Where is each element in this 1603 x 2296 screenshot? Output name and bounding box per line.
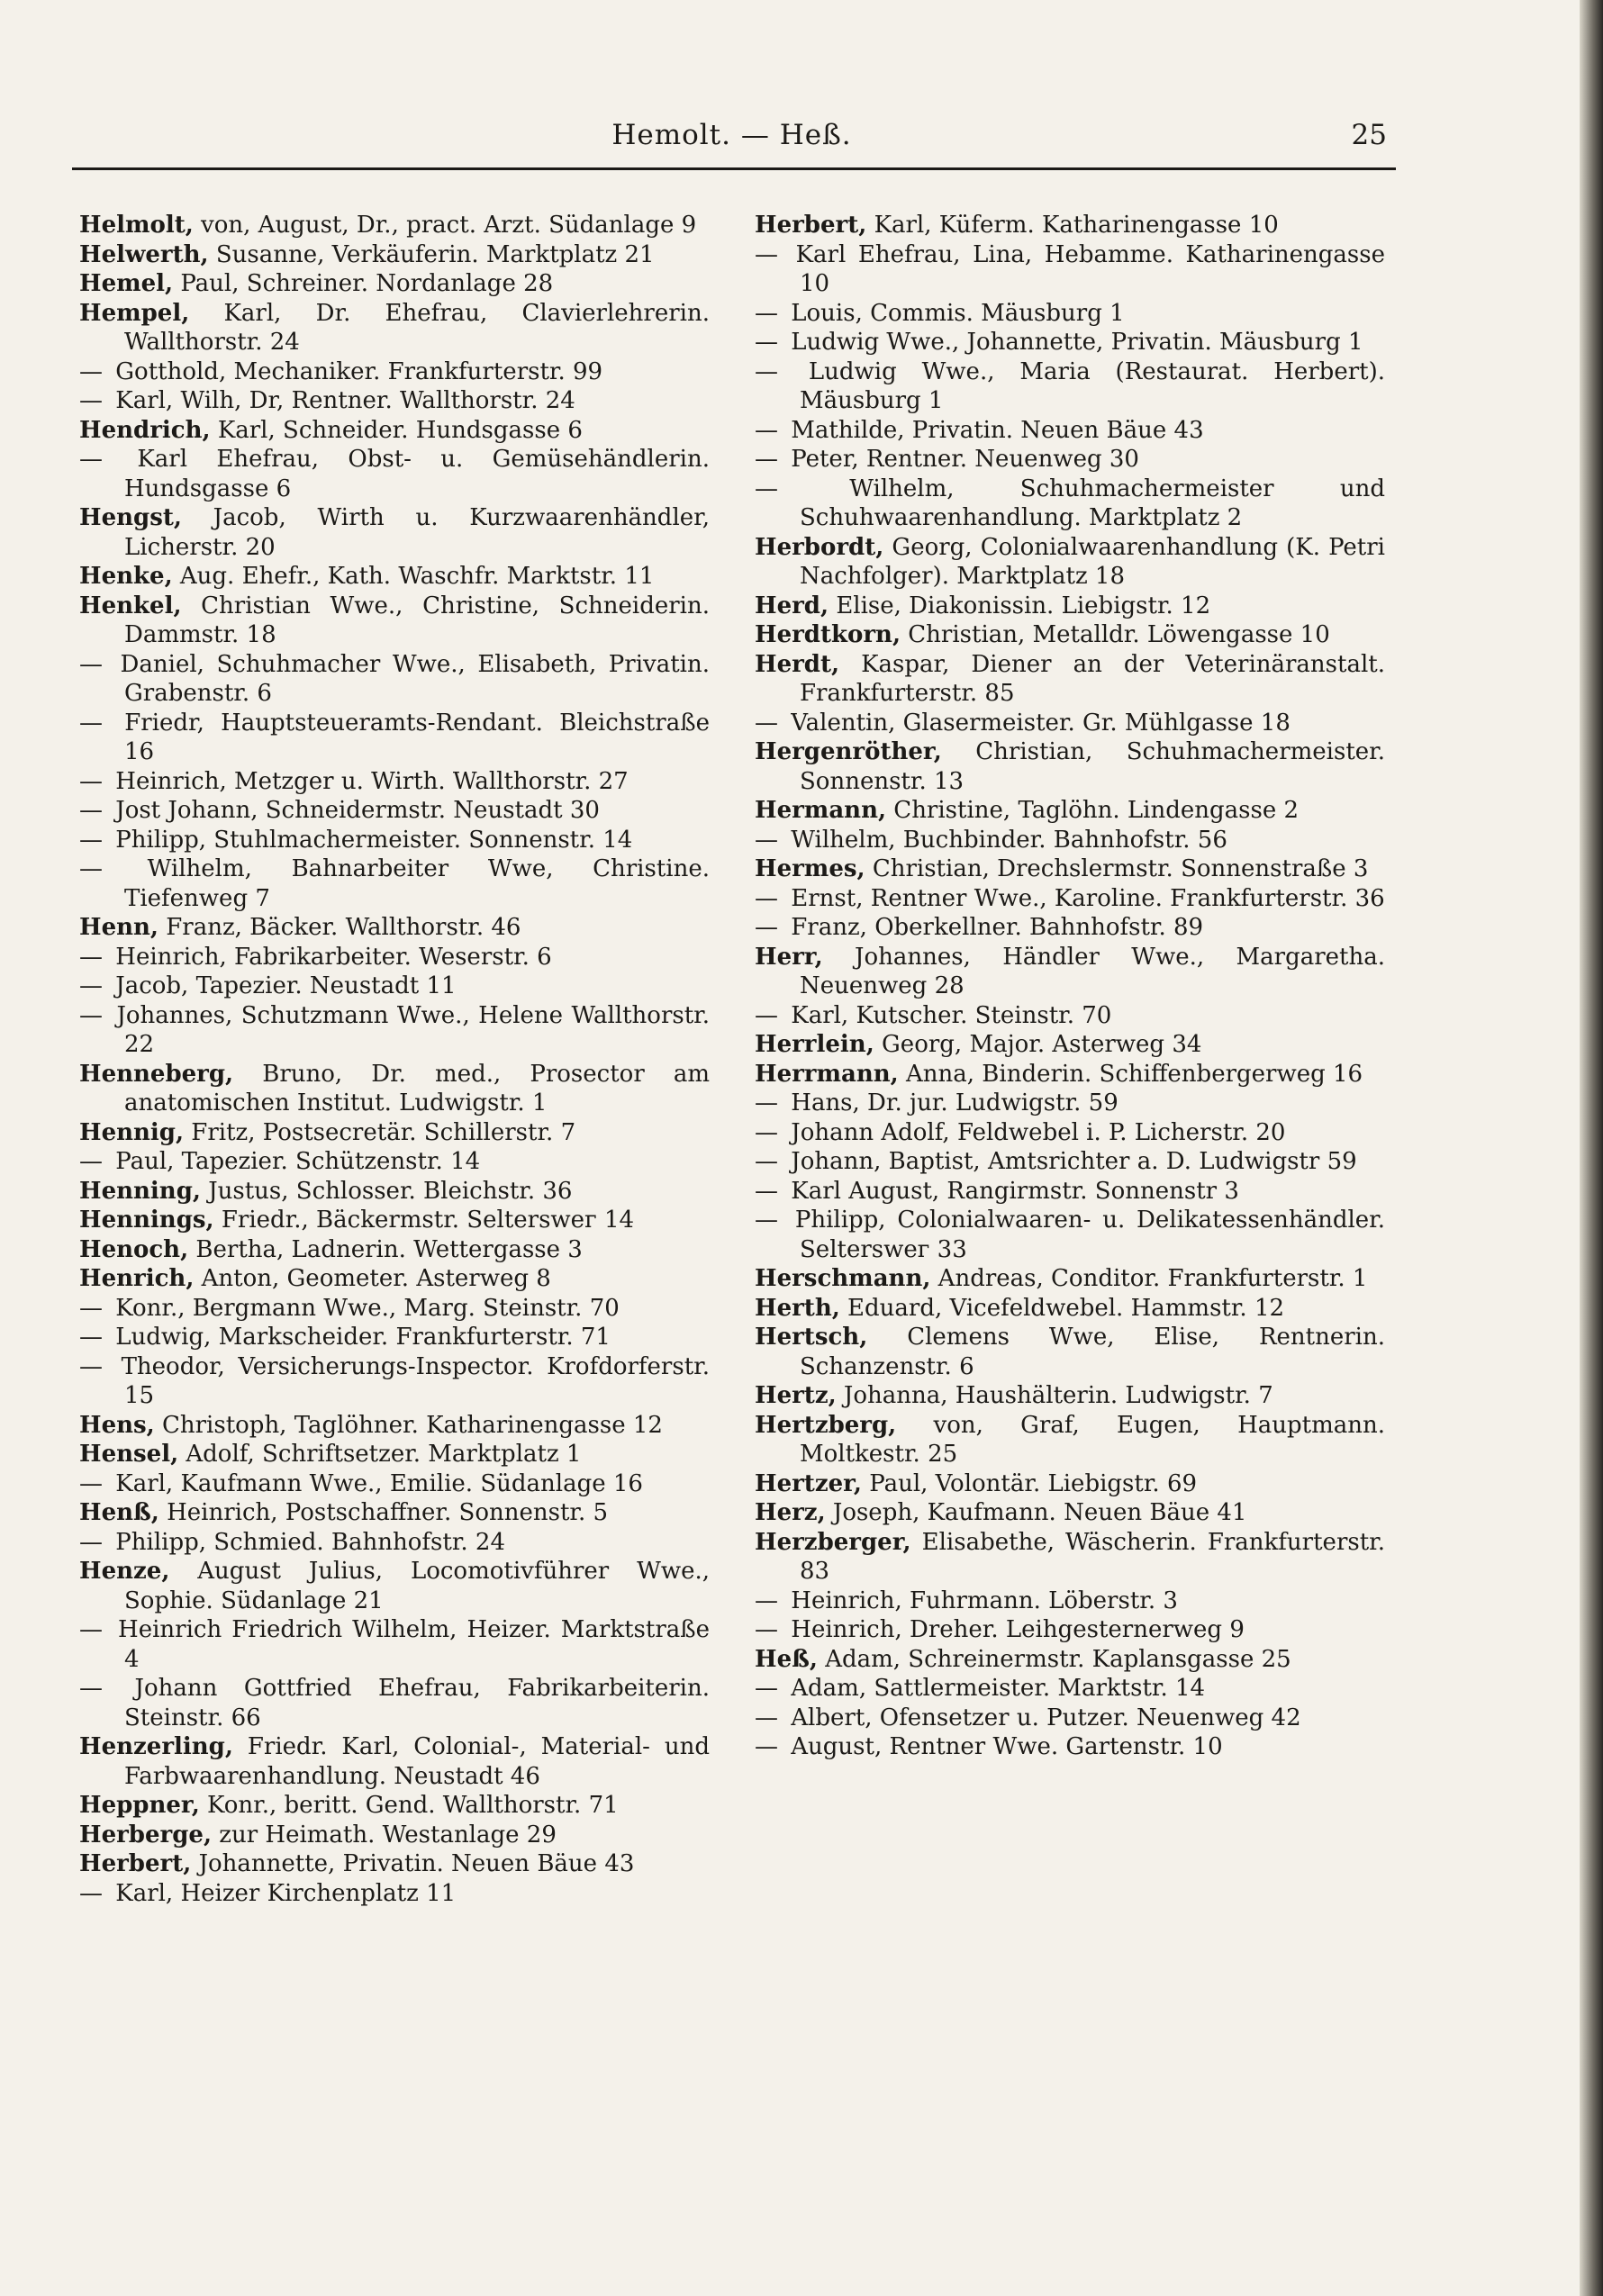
ditto-dash: — bbox=[755, 709, 778, 737]
ditto-dash: — bbox=[79, 1528, 103, 1556]
directory-entry bbox=[755, 737, 1385, 796]
entry-details: Christian, Drechslermstr. Sonnenstraße 3 bbox=[872, 855, 1369, 882]
entry-details: von, August, Dr., pract. Arzt. Südanlage 9 bbox=[201, 212, 697, 239]
directory-entry bbox=[755, 1060, 1385, 1089]
directory-entry bbox=[79, 357, 710, 387]
directory-entry bbox=[79, 445, 710, 503]
entry-details: Christian Wwe., Christine, Schneiderin. Dammstr. 18 bbox=[124, 592, 710, 648]
entry-details: Karl, Wilh, Dr, Rentner. Wallthorstr. 24 bbox=[115, 387, 575, 414]
entry-surname: Helwerth, bbox=[79, 240, 209, 268]
directory-entry bbox=[755, 445, 1385, 475]
directory-entry bbox=[79, 972, 710, 1001]
ditto-dash: — bbox=[755, 299, 778, 327]
entry-surname: Henning, bbox=[79, 1177, 201, 1205]
directory-entry bbox=[79, 1001, 710, 1060]
entry-details: Hans, Dr. jur. Ludwigstr. 59 bbox=[791, 1089, 1118, 1116]
entry-surname: Hermann, bbox=[755, 797, 887, 824]
page-number: 25 bbox=[1351, 119, 1387, 151]
entry-surname: Henke, bbox=[79, 563, 173, 590]
ditto-dash: — bbox=[79, 387, 103, 414]
ditto-dash: — bbox=[755, 1148, 778, 1175]
ditto-dash: — bbox=[755, 884, 778, 912]
entry-details: Wilhelm, Schuhmachermeister und Schuhwaarenhandlung. Marktplatz 2 bbox=[800, 475, 1385, 531]
directory-entry bbox=[79, 503, 710, 562]
directory-entry bbox=[79, 1264, 710, 1294]
entry-details: Karl, Kaufmann Wwe., Emilie. Südanlage 16 bbox=[115, 1469, 643, 1497]
directory-entry bbox=[755, 475, 1385, 533]
entry-details: Valentin, Glasermeister. Gr. Mühlgasse 18 bbox=[791, 709, 1291, 737]
entry-details: Karl, Schneider. Hundsgasse 6 bbox=[217, 416, 583, 444]
entry-surname: Herrlein, bbox=[755, 1031, 874, 1058]
entry-surname: Helmolt, bbox=[79, 212, 194, 239]
entry-details: Philipp, Schmied. Bahnhofstr. 24 bbox=[115, 1528, 506, 1556]
directory-entry bbox=[755, 1411, 1385, 1469]
entry-details: August Julius, Locomotivführer Wwe., Sophie. Südanlage 21 bbox=[124, 1558, 710, 1614]
entry-details: Heinrich, Postschaffner. Sonnenstr. 5 bbox=[167, 1499, 609, 1526]
entry-details: Anna, Binderin. Schiffenbergerweg 16 bbox=[906, 1060, 1363, 1088]
directory-entry bbox=[79, 1323, 710, 1352]
entry-details: Christine, Taglöhn. Lindengasse 2 bbox=[893, 797, 1300, 824]
directory-entry bbox=[79, 416, 710, 446]
entry-surname: Henrich, bbox=[79, 1265, 195, 1292]
ditto-dash: — bbox=[755, 240, 778, 268]
directory-entry bbox=[79, 211, 710, 240]
directory-entry bbox=[79, 269, 710, 299]
ditto-dash: — bbox=[79, 1294, 103, 1322]
entry-surname: Herbert, bbox=[79, 1850, 192, 1877]
entry-details: Georg, Colonialwaarenhandlung (K. Petri Nachfolger). Marktplatz 18 bbox=[800, 533, 1385, 590]
directory-entry bbox=[755, 240, 1385, 299]
directory-entry bbox=[755, 1206, 1385, 1264]
entry-details: Paul, Tapezier. Schützenstr. 14 bbox=[115, 1148, 481, 1175]
entry-surname: Henß, bbox=[79, 1499, 159, 1526]
entry-surname: Hertzberg, bbox=[755, 1411, 897, 1439]
ditto-dash: — bbox=[79, 855, 103, 882]
entry-details: Adam, Schreinermstr. Kaplansgasse 25 bbox=[825, 1645, 1291, 1673]
entry-surname: Heß, bbox=[755, 1645, 818, 1673]
directory-entry bbox=[755, 1294, 1385, 1324]
entry-details: Heinrich, Dreher. Leihgesternerweg 9 bbox=[791, 1616, 1245, 1643]
directory-entry bbox=[755, 826, 1385, 855]
entry-details: Ernst, Rentner Wwe., Karoline. Frankfurterstr. 36 bbox=[791, 884, 1385, 912]
entry-details: zur Heimath. Westanlage 29 bbox=[219, 1821, 557, 1849]
directory-entry bbox=[755, 1118, 1385, 1148]
directory-entry bbox=[79, 1352, 710, 1411]
directory-entry bbox=[79, 592, 710, 650]
entry-surname: Hergenröther, bbox=[755, 738, 942, 765]
directory-entry bbox=[79, 796, 710, 826]
entry-details: Jost Johann, Schneidermstr. Neustadt 30 bbox=[115, 797, 600, 824]
entry-surname: Hertz, bbox=[755, 1382, 837, 1409]
ditto-dash: — bbox=[79, 357, 103, 385]
entry-surname: Herbordt, bbox=[755, 533, 884, 561]
directory-entry bbox=[755, 709, 1385, 738]
ditto-dash: — bbox=[79, 797, 103, 824]
ditto-dash: — bbox=[755, 446, 778, 473]
entry-details: Johanna, Haushälterin. Ludwigstr. 7 bbox=[843, 1382, 1273, 1409]
entry-surname: Hens, bbox=[79, 1411, 155, 1439]
ditto-dash: — bbox=[755, 416, 778, 444]
directory-entry bbox=[79, 709, 710, 767]
ditto-dash: — bbox=[79, 1675, 103, 1702]
entry-details: Heinrich, Metzger u. Wirth. Wallthorstr. 27 bbox=[115, 767, 629, 795]
directory-entry bbox=[755, 1323, 1385, 1381]
ditto-dash: — bbox=[755, 1616, 778, 1643]
directory-entry bbox=[79, 386, 710, 416]
entry-surname: Henn, bbox=[79, 914, 158, 941]
ditto-dash: — bbox=[755, 329, 778, 356]
entry-details: Andreas, Conditor. Frankfurterstr. 1 bbox=[937, 1265, 1368, 1292]
entry-details: Bertha, Ladnerin. Wettergasse 3 bbox=[195, 1235, 583, 1263]
entry-details: Philipp, Colonialwaaren- u. Delikatessenhändler. Selterswег 33 bbox=[794, 1207, 1385, 1263]
entry-details: Eduard, Vicefeldwebel. Hammstr. 12 bbox=[847, 1294, 1285, 1322]
entry-details: Christian, Schuhmachermeister. Sonnenstr. 13 bbox=[800, 738, 1385, 795]
ditto-dash: — bbox=[79, 972, 103, 999]
entry-surname: Herzberger, bbox=[755, 1528, 911, 1556]
directory-entry bbox=[79, 240, 710, 270]
book-spine-edge bbox=[1580, 0, 1603, 2296]
ditto-dash: — bbox=[79, 1616, 103, 1643]
directory-entry bbox=[79, 1821, 710, 1850]
ditto-dash: — bbox=[755, 1675, 778, 1702]
entry-details: Aug. Ehefr., Kath. Waschfr. Marktstr. 11 bbox=[179, 563, 655, 590]
directory-entry bbox=[755, 620, 1385, 650]
entry-details: Justus, Schlosser. Bleichstr. 36 bbox=[208, 1177, 573, 1205]
header-title: Hemolt. — Heß. bbox=[611, 119, 852, 151]
entry-details: Adolf, Schriftsetzer. Marktplatz 1 bbox=[186, 1441, 582, 1468]
entry-surname: Herberge, bbox=[79, 1821, 212, 1849]
entry-details: Karl, Dr. Ehefrau, Clavierlehrerin. Wallthorstr. 24 bbox=[124, 299, 710, 356]
ditto-dash: — bbox=[79, 767, 103, 795]
entry-details: Gotthold, Mechaniker. Frankfurterstr. 99 bbox=[115, 357, 603, 385]
entry-details: Adam, Sattlermeister. Marktstr. 14 bbox=[791, 1675, 1206, 1702]
ditto-dash: — bbox=[755, 1177, 778, 1205]
entry-details: Elise, Diakonissin. Liebigstr. 12 bbox=[836, 592, 1211, 619]
entry-details: Joseph, Kaufmann. Neuen Bäue 41 bbox=[832, 1499, 1247, 1526]
entry-surname: Hertsch, bbox=[755, 1324, 868, 1351]
entry-surname: Henze, bbox=[79, 1558, 170, 1585]
ditto-dash: — bbox=[79, 1352, 103, 1380]
entry-surname: Henneberg, bbox=[79, 1060, 234, 1088]
directory-entry bbox=[755, 1147, 1385, 1177]
ditto-dash: — bbox=[755, 1733, 778, 1760]
entry-details: Konr., Bergmann Wwe., Marg. Steinstr. 70 bbox=[115, 1294, 620, 1322]
directory-entry bbox=[79, 299, 710, 357]
entry-surname: Hennig, bbox=[79, 1118, 185, 1146]
entry-surname: Hendrich, bbox=[79, 416, 211, 444]
entry-details: Konr., beritt. Gend. Wallthorstr. 71 bbox=[207, 1792, 619, 1819]
ditto-dash: — bbox=[755, 1118, 778, 1146]
directory-entry bbox=[79, 767, 710, 797]
entry-details: Friedr. Karl, Colonial-, Material- und Farbwaarenhandlung. Neustadt 46 bbox=[124, 1733, 711, 1790]
directory-entry bbox=[755, 1615, 1385, 1645]
directory-entry bbox=[755, 913, 1385, 943]
ditto-dash: — bbox=[755, 1586, 778, 1614]
directory-entry bbox=[79, 650, 710, 709]
left-column bbox=[79, 211, 710, 1908]
entry-details: Heinrich, Fuhrmann. Löberstr. 3 bbox=[791, 1586, 1178, 1614]
entry-surname: Herth, bbox=[755, 1294, 840, 1322]
entry-details: Johann Gottfried Ehefrau, Fabrikarbeiterin. Steinstr. 66 bbox=[124, 1675, 711, 1731]
directory-entry bbox=[755, 1674, 1385, 1704]
ditto-dash: — bbox=[79, 1879, 103, 1907]
entry-details: Mathilde, Privatin. Neuen Bäue 43 bbox=[791, 416, 1204, 444]
directory-entry bbox=[755, 1177, 1385, 1207]
ditto-dash: — bbox=[79, 1001, 103, 1029]
directory-entry bbox=[79, 562, 710, 592]
entry-details: Ludwig, Markscheider. Frankfurterstr. 71 bbox=[115, 1324, 611, 1351]
entry-details: Johannes, Händler Wwe., Margaretha. Neuenweg 28 bbox=[800, 943, 1385, 999]
entry-surname: Herdtkorn, bbox=[755, 621, 901, 648]
entry-surname: Herbert, bbox=[755, 212, 867, 239]
directory-entry bbox=[755, 1381, 1385, 1411]
directory-entry bbox=[755, 1469, 1385, 1499]
entry-details: Friedr, Hauptsteueramts-Rendant. Bleichstraße 16 bbox=[124, 709, 710, 765]
entry-details: Daniel, Schuhmacher Wwe., Elisabeth, Privatin. Grabenstr. 6 bbox=[120, 650, 711, 707]
entry-details: Johann Adolf, Feldwebel i. P. Licherstr. 20 bbox=[791, 1118, 1286, 1146]
directory-entry bbox=[755, 1586, 1385, 1616]
ditto-dash: — bbox=[79, 446, 103, 473]
entry-details: Karl Ehefrau, Lina, Hebamme. Katharinengasse 10 bbox=[795, 240, 1385, 297]
entry-details: Susanne, Verkäuferin. Marktplatz 21 bbox=[215, 240, 655, 268]
entry-details: Franz, Oberkellner. Bahnhofstr. 89 bbox=[791, 914, 1204, 941]
entry-details: Heinrich, Fabrikarbeiter. Weserstr. 6 bbox=[115, 943, 552, 971]
directory-entry bbox=[79, 1294, 710, 1324]
directory-entry bbox=[755, 1089, 1385, 1118]
entry-details: Johannes, Schutzmann Wwe., Helene Wallthorstr. 22 bbox=[116, 1001, 710, 1058]
entry-details: Karl, Küferm. Katharinengasse 10 bbox=[874, 212, 1279, 239]
entry-details: Karl, Kutscher. Steinstr. 70 bbox=[791, 1001, 1112, 1029]
entry-surname: Hempel, bbox=[79, 299, 190, 327]
ditto-dash: — bbox=[79, 1148, 103, 1175]
entry-details: Anton, Geometer. Asterweg 8 bbox=[201, 1265, 551, 1292]
directory-entry bbox=[755, 1528, 1385, 1586]
directory-entry bbox=[755, 1498, 1385, 1528]
ditto-dash: — bbox=[755, 1704, 778, 1731]
entry-details: Kaspar, Diener an der Veterinäranstalt. Frankfurterstr. 85 bbox=[800, 650, 1386, 707]
directory-entry bbox=[79, 1060, 710, 1118]
directory-entry bbox=[79, 826, 710, 855]
directory-entry bbox=[755, 1645, 1385, 1675]
entry-details: Elisabethe, Wäscherin. Frankfurterstr. 83 bbox=[800, 1528, 1385, 1585]
ditto-dash: — bbox=[79, 826, 103, 854]
entry-details: Paul, Volontär. Liebigstr. 69 bbox=[869, 1469, 1198, 1497]
directory-entry bbox=[755, 416, 1385, 446]
entry-details: Clemens Wwe, Elise, Rentnerin. Schanzenstr. 6 bbox=[800, 1324, 1385, 1380]
running-header bbox=[77, 119, 1387, 164]
entry-details: Georg, Major. Asterweg 34 bbox=[882, 1031, 1202, 1058]
ditto-dash: — bbox=[755, 1207, 778, 1234]
entry-surname: Herschmann, bbox=[755, 1265, 931, 1292]
entry-surname: Herz, bbox=[755, 1499, 826, 1526]
entry-surname: Heppner, bbox=[79, 1792, 200, 1819]
directory-entry bbox=[79, 1849, 710, 1879]
directory-entry bbox=[755, 1030, 1385, 1060]
directory-entry bbox=[79, 943, 710, 972]
directory-entry bbox=[755, 943, 1385, 1001]
ditto-dash: — bbox=[755, 357, 778, 385]
entry-details: Friedr., Bäckermstr. Selterswег 14 bbox=[221, 1207, 635, 1234]
entry-surname: Herrmann, bbox=[755, 1060, 899, 1088]
directory-entry bbox=[755, 1732, 1385, 1762]
ditto-dash: — bbox=[755, 826, 778, 854]
ditto-dash: — bbox=[79, 943, 103, 971]
header-rule bbox=[72, 167, 1396, 170]
ditto-dash: — bbox=[755, 1089, 778, 1116]
entry-details: Albert, Ofensetzer u. Putzer. Neuenweg 42 bbox=[791, 1704, 1301, 1731]
ditto-dash: — bbox=[79, 1469, 103, 1497]
entry-details: Jacob, Wirth u. Kurzwaarenhändler, Licherstr. 20 bbox=[124, 504, 710, 561]
right-column bbox=[755, 211, 1385, 1762]
directory-entry bbox=[79, 1118, 710, 1148]
entry-details: Franz, Bäcker. Wallthorstr. 46 bbox=[166, 914, 521, 941]
directory-entry bbox=[755, 328, 1385, 357]
directory-entry bbox=[79, 1791, 710, 1821]
directory-entry bbox=[755, 884, 1385, 914]
directory-entry bbox=[79, 1557, 710, 1615]
entry-details: Johann, Baptist, Amtsrichter a. D. Ludwigstr 59 bbox=[791, 1148, 1357, 1175]
directory-entry bbox=[79, 1528, 710, 1558]
entry-details: Heinrich Friedrich Wilhelm, Heizer. Marktstraße 4 bbox=[118, 1616, 711, 1673]
directory-entry bbox=[755, 1704, 1385, 1733]
directory-entry bbox=[755, 1264, 1385, 1294]
directory-entry bbox=[79, 1469, 710, 1499]
entry-surname: Hennings, bbox=[79, 1207, 214, 1234]
directory-entry bbox=[79, 1147, 710, 1177]
directory-entry bbox=[79, 913, 710, 943]
entry-details: Wilhelm, Bahnarbeiter Wwe, Christine. Tiefenweg 7 bbox=[124, 855, 711, 912]
entry-details: Fritz, Postsecretär. Schillerstr. 7 bbox=[191, 1118, 576, 1146]
entry-surname: Hemel, bbox=[79, 270, 174, 297]
directory-entry bbox=[79, 1615, 710, 1674]
directory-entry bbox=[79, 1235, 710, 1265]
directory-entry bbox=[79, 1177, 710, 1207]
entry-details: Karl August, Rangirmstr. Sonnenstr 3 bbox=[791, 1177, 1239, 1205]
directory-entry bbox=[79, 1411, 710, 1441]
directory-entry bbox=[79, 1206, 710, 1235]
entry-details: Ludwig Wwe., Maria (Restaurat. Herbert). Mäusburg 1 bbox=[800, 357, 1386, 414]
entry-details: Philipp, Stuhlmachermeister. Sonnenstr. 14 bbox=[115, 826, 633, 854]
entry-details: Johannette, Privatin. Neuen Bäue 43 bbox=[198, 1850, 635, 1877]
entry-surname: Henkel, bbox=[79, 592, 182, 619]
entry-surname: Herdt, bbox=[755, 650, 840, 678]
ditto-dash: — bbox=[755, 914, 778, 941]
directory-entry bbox=[79, 1674, 710, 1732]
ditto-dash: — bbox=[755, 1001, 778, 1029]
ditto-dash: — bbox=[79, 1324, 103, 1351]
directory-entry bbox=[79, 1498, 710, 1528]
entry-surname: Henzerling, bbox=[79, 1733, 233, 1760]
entry-details: Louis, Commis. Mäusburg 1 bbox=[791, 299, 1125, 327]
entry-surname: Hensel, bbox=[79, 1441, 179, 1468]
entry-details: Ludwig Wwe., Johannette, Privatin. Mäusburg 1 bbox=[791, 329, 1363, 356]
directory-entry bbox=[755, 796, 1385, 826]
entry-surname: Herd, bbox=[755, 592, 829, 619]
entry-surname: Hertzer, bbox=[755, 1469, 862, 1497]
directory-entry bbox=[755, 854, 1385, 884]
directory-entry bbox=[755, 211, 1385, 240]
directory-entry bbox=[755, 533, 1385, 592]
entry-details: Paul, Schreiner. Nordanlage 28 bbox=[180, 270, 554, 297]
entry-details: Christian, Metalldr. Löwengasse 10 bbox=[908, 621, 1330, 648]
entry-details: Jacob, Tapezier. Neustadt 11 bbox=[115, 972, 457, 999]
entry-details: Wilhelm, Buchbinder. Bahnhofstr. 56 bbox=[791, 826, 1227, 854]
directory-entry bbox=[755, 299, 1385, 329]
directory-entry bbox=[755, 650, 1385, 709]
entry-details: Karl, Heizer Kirchenplatz 11 bbox=[115, 1879, 457, 1907]
ditto-dash: — bbox=[79, 650, 103, 678]
entry-details: Theodor, Versicherungs-Inspector. Krofdorferstr. 15 bbox=[121, 1352, 710, 1409]
entry-details: August, Rentner Wwe. Gartenstr. 10 bbox=[791, 1733, 1223, 1760]
directory-entry bbox=[79, 1879, 710, 1909]
directory-entry bbox=[755, 357, 1385, 416]
directory-entry bbox=[755, 592, 1385, 621]
directory-entry bbox=[79, 854, 710, 913]
entry-surname: Hermes, bbox=[755, 855, 865, 882]
entry-surname: Herr, bbox=[755, 943, 823, 971]
entry-details: von, Graf, Eugen, Hauptmann. Moltkestr. 25 bbox=[800, 1411, 1385, 1468]
directory-entry bbox=[79, 1440, 710, 1469]
ditto-dash: — bbox=[755, 475, 778, 502]
entry-surname: Henoch, bbox=[79, 1235, 189, 1263]
directory-entry bbox=[755, 1001, 1385, 1031]
directory-entry bbox=[79, 1732, 710, 1791]
entry-details: Bruno, Dr. med., Prosector am anatomischen Institut. Ludwigstr. 1 bbox=[124, 1060, 711, 1116]
entry-details: Karl Ehefrau, Obst- u. Gemüsehändlerin. Hundsgasse 6 bbox=[124, 446, 711, 502]
entry-details: Christoph, Taglöhner. Katharinengasse 12 bbox=[161, 1411, 663, 1439]
ditto-dash: — bbox=[79, 709, 103, 737]
entry-details: Peter, Rentner. Neuenweg 30 bbox=[791, 446, 1139, 473]
entry-surname: Hengst, bbox=[79, 504, 182, 531]
